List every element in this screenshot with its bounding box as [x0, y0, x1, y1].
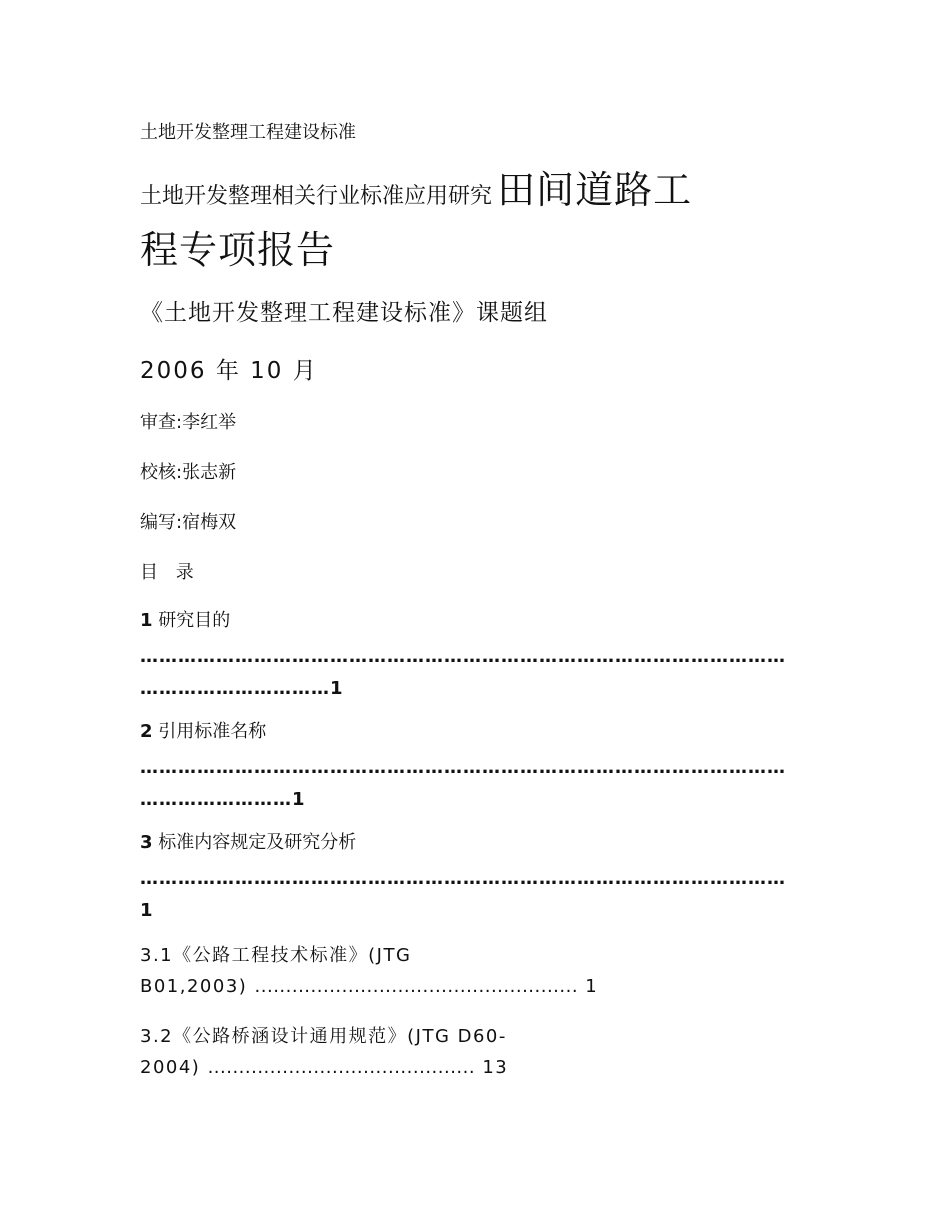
- report-date: 2006 年 10 月: [140, 358, 318, 384]
- toc-leader-dots: …………………………: [140, 678, 330, 699]
- toc-page-number: 1: [330, 678, 343, 699]
- toc-entry[interactable]: [140, 608, 820, 702]
- toc-page-number: 1: [292, 789, 305, 810]
- toc-entry[interactable]: [140, 719, 820, 813]
- research-group: 《土地开发整理工程建设标准》课题组: [140, 300, 548, 326]
- title-part-1: 土地开发整理相关行业标准应用研究: [140, 184, 493, 209]
- running-header: 土地开发整理工程建设标准: [140, 122, 356, 143]
- toc-entry-number: 3: [140, 832, 153, 853]
- toc-page-number: 1: [140, 900, 153, 921]
- toc-entry-title: 标准内容规定及研究分析: [152, 832, 357, 853]
- title-part-3: 程专项报告: [140, 228, 336, 272]
- toc-leader-dots: …………………………………………………………………………………………: [140, 868, 786, 889]
- toc-entry-title: 研究目的: [152, 610, 231, 631]
- toc-subentry-title-cont: 2004): [140, 1057, 208, 1078]
- document-page: [140, 0, 820, 1230]
- toc-entry[interactable]: [140, 830, 820, 924]
- toc-subentry-title: 3.1《公路工程技术标准》(JTG: [140, 945, 412, 966]
- toc-leader-dots: ...........................................: [207, 1057, 476, 1078]
- toc-entry-title: 引用标准名称: [152, 721, 267, 742]
- toc-leader-dots: ....................................................: [254, 976, 579, 997]
- toc-leader-dots: …………………………………………………………………………………………: [140, 646, 786, 667]
- toc-subentry[interactable]: [140, 1021, 508, 1083]
- document-title: [140, 164, 820, 284]
- toc-page-number: 1: [578, 976, 599, 997]
- toc-subentry-title: 3.2《公路桥涵设计通用规范》(JTG D60-: [140, 1026, 507, 1047]
- toc-heading: 目 录: [140, 562, 200, 583]
- toc-entry-number: 2: [140, 721, 153, 742]
- toc-subentry-title-cont: B01,2003): [140, 976, 255, 997]
- title-part-2: 田间道路工: [497, 168, 693, 212]
- toc-leader-dots: …………………………………………………………………………………………: [140, 757, 786, 778]
- toc-entry-number: 1: [140, 610, 153, 631]
- reviewer-line: 审查:李红举: [140, 412, 237, 433]
- toc-page-number: 13: [475, 1057, 509, 1078]
- toc-subentry[interactable]: [140, 940, 598, 1002]
- writer-line: 编写:宿梅双: [140, 512, 237, 533]
- checker-line: 校核:张志新: [140, 462, 237, 483]
- toc-leader-dots: ……………………: [140, 789, 292, 810]
